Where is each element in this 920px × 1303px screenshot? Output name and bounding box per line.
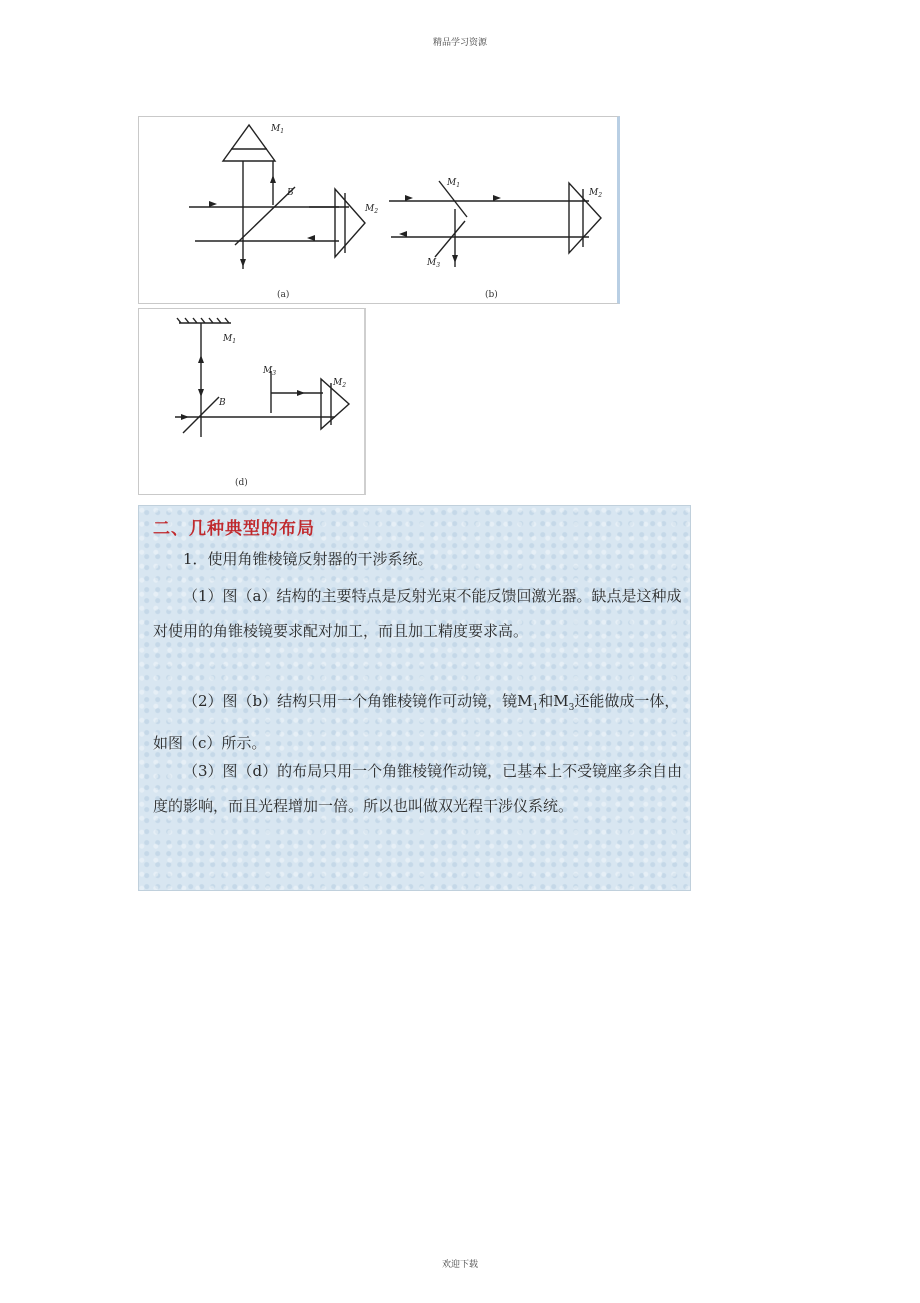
svg-text:B: B <box>287 188 294 198</box>
item-1-text: 1．使用角锥棱镜反射器的干涉系统。 <box>183 550 433 568</box>
slide-panel <box>138 505 691 891</box>
svg-text:M1: $M_1$ <box>447 178 461 189</box>
item-b-text: （2）图（b）结构只用一个角锥棱镜作可动镜，镜$M_1$和$M_3$还能做成一体，如图（c）所示。 <box>153 692 680 752</box>
beamsplitter-b-a <box>235 187 295 245</box>
caption-d: (d) <box>235 478 248 488</box>
corner-cube-m2-a <box>335 189 365 257</box>
svg-text:M2: $M_2$ <box>589 188 603 199</box>
item-d-text: （3）图（d）的布局只用一个角锥棱镜作动镜，已基本上不受镜座多余自由度的影响，而且光程增加一倍。所以也叫做双光程干涉仪系统。 <box>153 762 683 815</box>
corner-cube-m1-a <box>223 125 275 161</box>
svg-text:M3: $M_3$ <box>263 366 277 377</box>
svg-text:M3: $M_3$ <box>427 258 441 269</box>
svg-text:M1: $M_1$ <box>223 334 237 345</box>
svg-text:M2: $M_2$ <box>333 378 347 389</box>
svg-text:B: B <box>219 398 226 408</box>
caption-a: (a) <box>277 290 290 300</box>
caption-b: (b) <box>485 290 498 300</box>
figure-d-drawing <box>139 309 364 494</box>
svg-text:M1: $M_1$ <box>271 124 285 135</box>
page-footer: 欢迎下载 <box>441 1260 478 1270</box>
figure-ab <box>138 116 620 304</box>
page-header: 精品学习资源 <box>432 38 487 48</box>
figure-ab-drawing <box>139 117 617 303</box>
item-a-text: （1）图（a）结构的主要特点是反射光束不能反馈回激光器。缺点是这种成对使用的角锥棱镜要求配对加工，而且加工精度要求高。 <box>153 587 682 640</box>
slide-title: 二、几种典型的布局 <box>153 519 315 539</box>
svg-text:M2: $M_2$ <box>365 204 379 215</box>
figure-d <box>138 308 366 495</box>
mirror-m3-b <box>435 221 465 257</box>
